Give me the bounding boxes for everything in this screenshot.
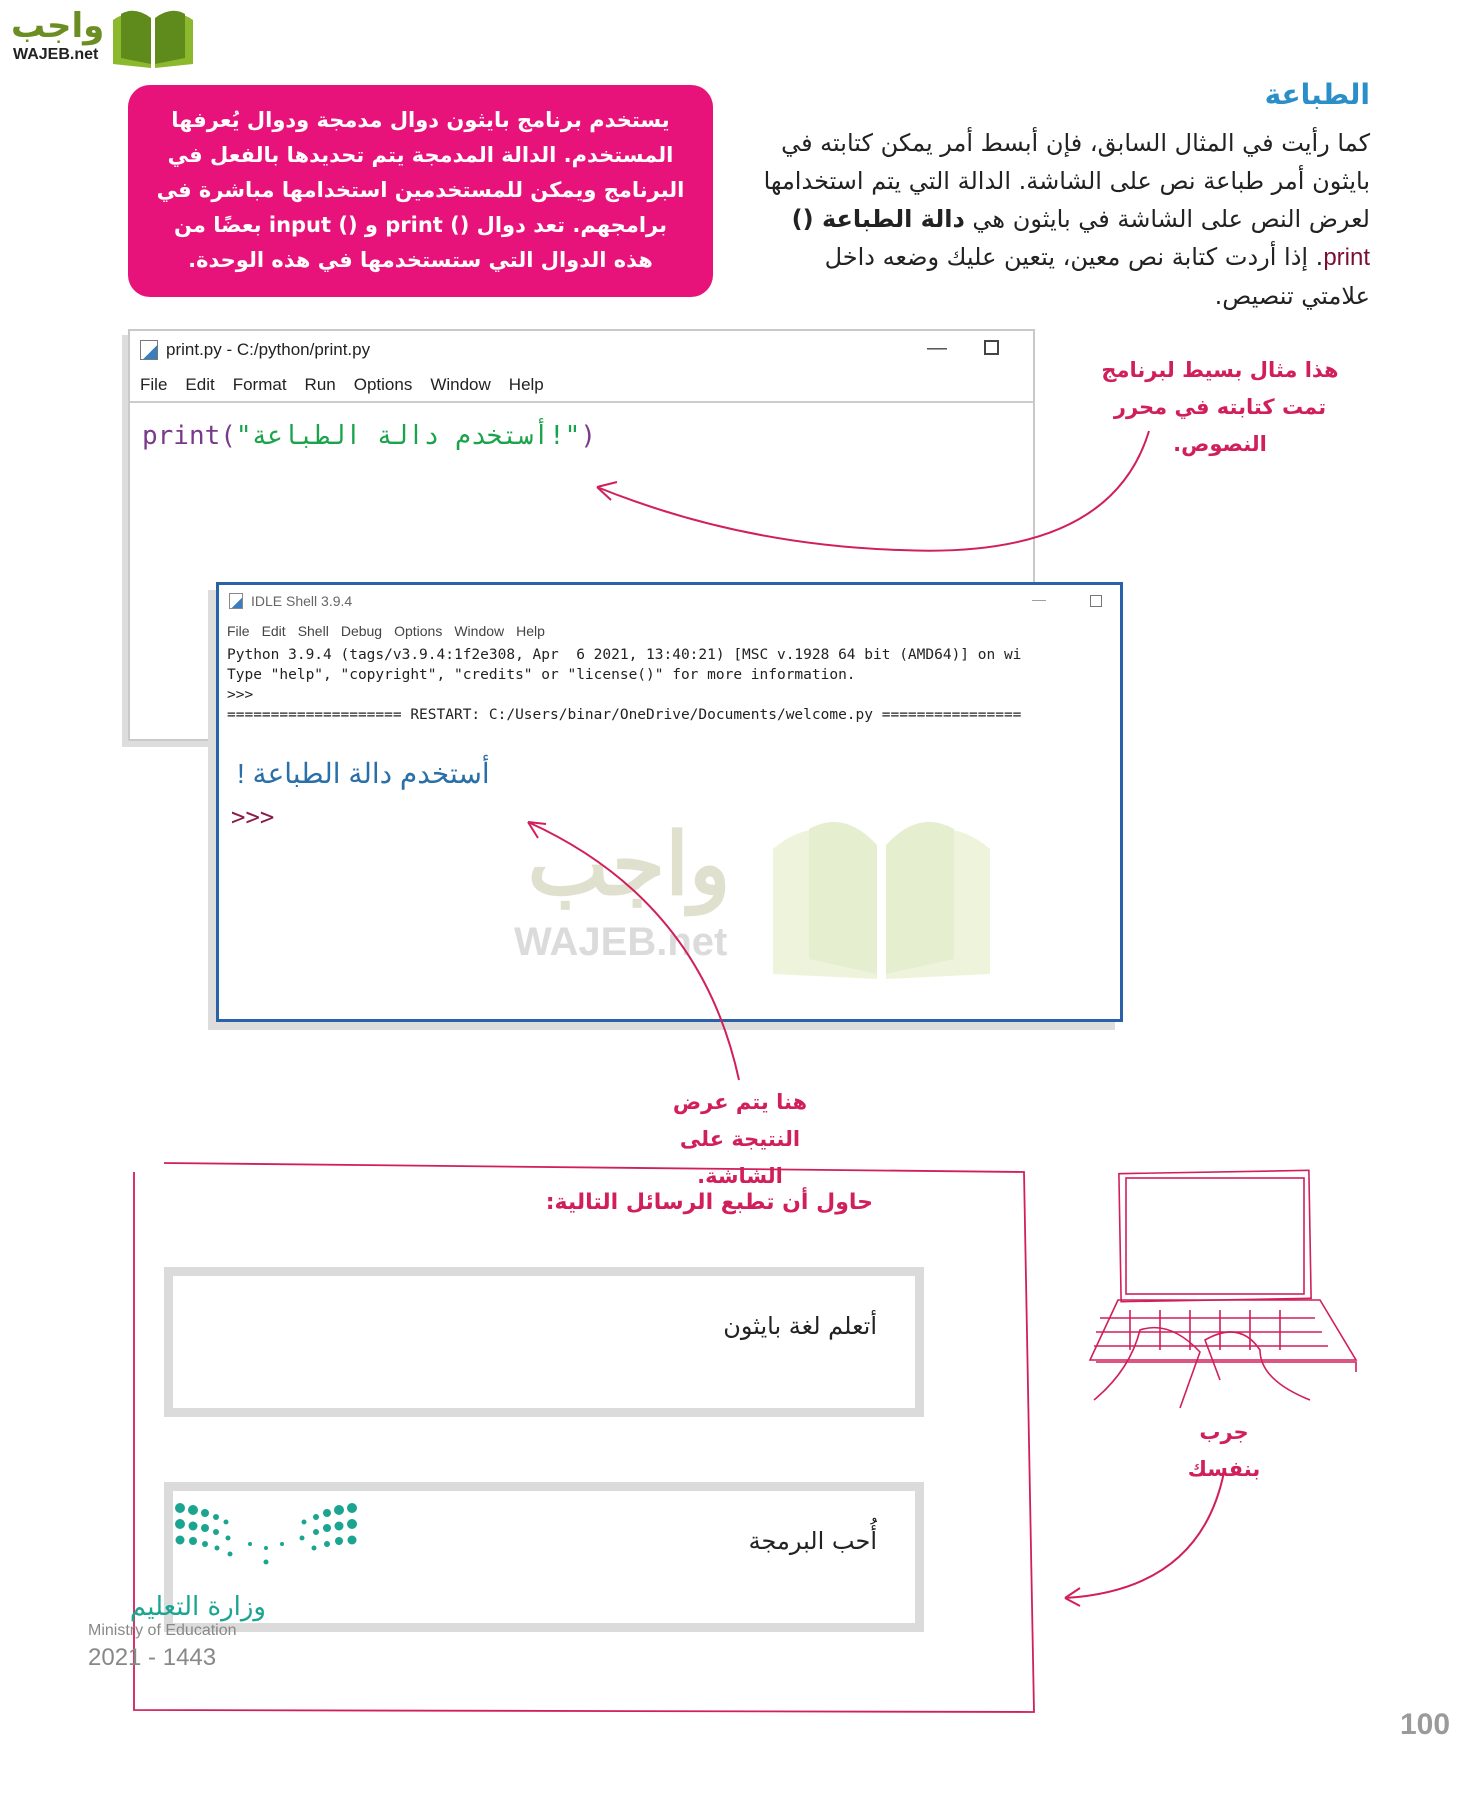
shell-title: IDLE Shell 3.9.4 [251,593,353,609]
editor-annotation: هذا مثال بسيط لبرنامج تمت كتابته في محرر النصوص. [1101,358,1339,456]
menu-shell[interactable]: Shell [297,623,329,639]
menu-file[interactable]: File [227,623,250,639]
ministry-logo [88,1500,364,1672]
exercise-text: أتعلم لغة بايثون [723,1312,877,1340]
paragraph-text-end: . إذا أردت كتابة نص معين، يتعين عليك وضعه داخل علامتي تنصيص. [824,243,1370,310]
shell-line: Type "help", "copyright", "credits" or "license()" for more information. [227,667,856,683]
paragraph-code: print [1323,244,1370,271]
laptop-hands-icon [1090,1170,1356,1408]
menu-debug[interactable]: Debug [340,623,383,639]
page-number: 100 [1400,1708,1451,1741]
menu-format[interactable]: Format [232,375,287,394]
menu-options[interactable]: Options [353,375,413,394]
menu-help[interactable]: Help [516,623,545,639]
code-string: "أستخدم دالة الطباعة!" [235,421,581,451]
logo-latin: WAJEB.net [13,46,99,63]
shell-annotation: هنا يتم عرض النتيجة على الشاشة. [672,1090,808,1188]
shell-line: Python 3.9.4 (tags/v3.9.4:1f2e308, Apr 6 2021, 13:40:21) [MSC v.1928 64 bit (AMD64)] on wi [227,647,1022,663]
minimize-button[interactable]: — [1032,591,1046,607]
paragraph-text: كما رأيت في المثال السابق، فإن أبسط أمر يمكن كتابته في بايثون أمر طباعة نص على الشاشة. الدالة التي يتم استخدامها لعرض النص على الشاشة في بايثون هي [763,129,1370,233]
editor-arrow [597,431,1149,551]
logo-arabic: واجب [11,6,105,46]
watermark-arabic: واجب [527,817,731,913]
ministry-dots-icon [174,1500,364,1570]
ministry-arabic: وزارة التعليم [129,1592,266,1622]
watermark-latin: WAJEB.net [514,920,728,964]
minimize-button[interactable]: — [927,337,947,359]
section-heading: الطباعة [1264,78,1370,111]
code-func: print( [142,421,236,451]
ministry-year: 2021 - 1443 [88,1644,217,1671]
try-arrow [1065,1472,1224,1598]
paragraph-bold: دالة الطباعة () [791,205,965,233]
menu-window[interactable]: Window [454,623,505,639]
ministry-english: Ministry of Education [88,1622,237,1639]
shell-line: ==================== RESTART: C:/Users/binar/OneDrive/Documents/welcome.py ================ [227,707,1022,723]
shell-line: >>> [227,687,254,703]
exercise-item [164,1267,924,1417]
print-output: أستخدم دالة الطباعة ! [237,758,490,789]
code-close: ) [580,421,596,451]
menu-run[interactable]: Run [304,375,336,394]
menu-edit[interactable]: Edit [185,375,215,394]
shell-prompt[interactable]: >>> [231,803,275,831]
editor-title: print.py - C:/python/print.py [166,340,371,359]
menu-window[interactable]: Window [430,375,491,394]
try-yourself-label: جرب بنفسك [1187,1420,1261,1481]
menu-options[interactable]: Options [394,623,443,639]
exercise-title: حاول أن تطبع الرسائل التالية: [545,1190,873,1215]
menu-file[interactable]: File [140,375,168,394]
menu-edit[interactable]: Edit [261,623,286,639]
info-box: يستخدم برنامج بايثون دوال مدمجة ودوال يُعرفها المستخدم. الدالة المدمجة يتم تحديدها بالفعل في البرنامج ويمكن للمستخدمين استخدامها مباشرة في برامجهم. تعد دوال () print و () input بعضًا من هذه الدوال التي ستستخدمها في هذه الوحدة. [128,85,713,297]
exercise-text: أُحب البرمجة [748,1527,877,1555]
menu-help[interactable]: Help [508,375,544,394]
shell-arrow [528,822,739,1080]
